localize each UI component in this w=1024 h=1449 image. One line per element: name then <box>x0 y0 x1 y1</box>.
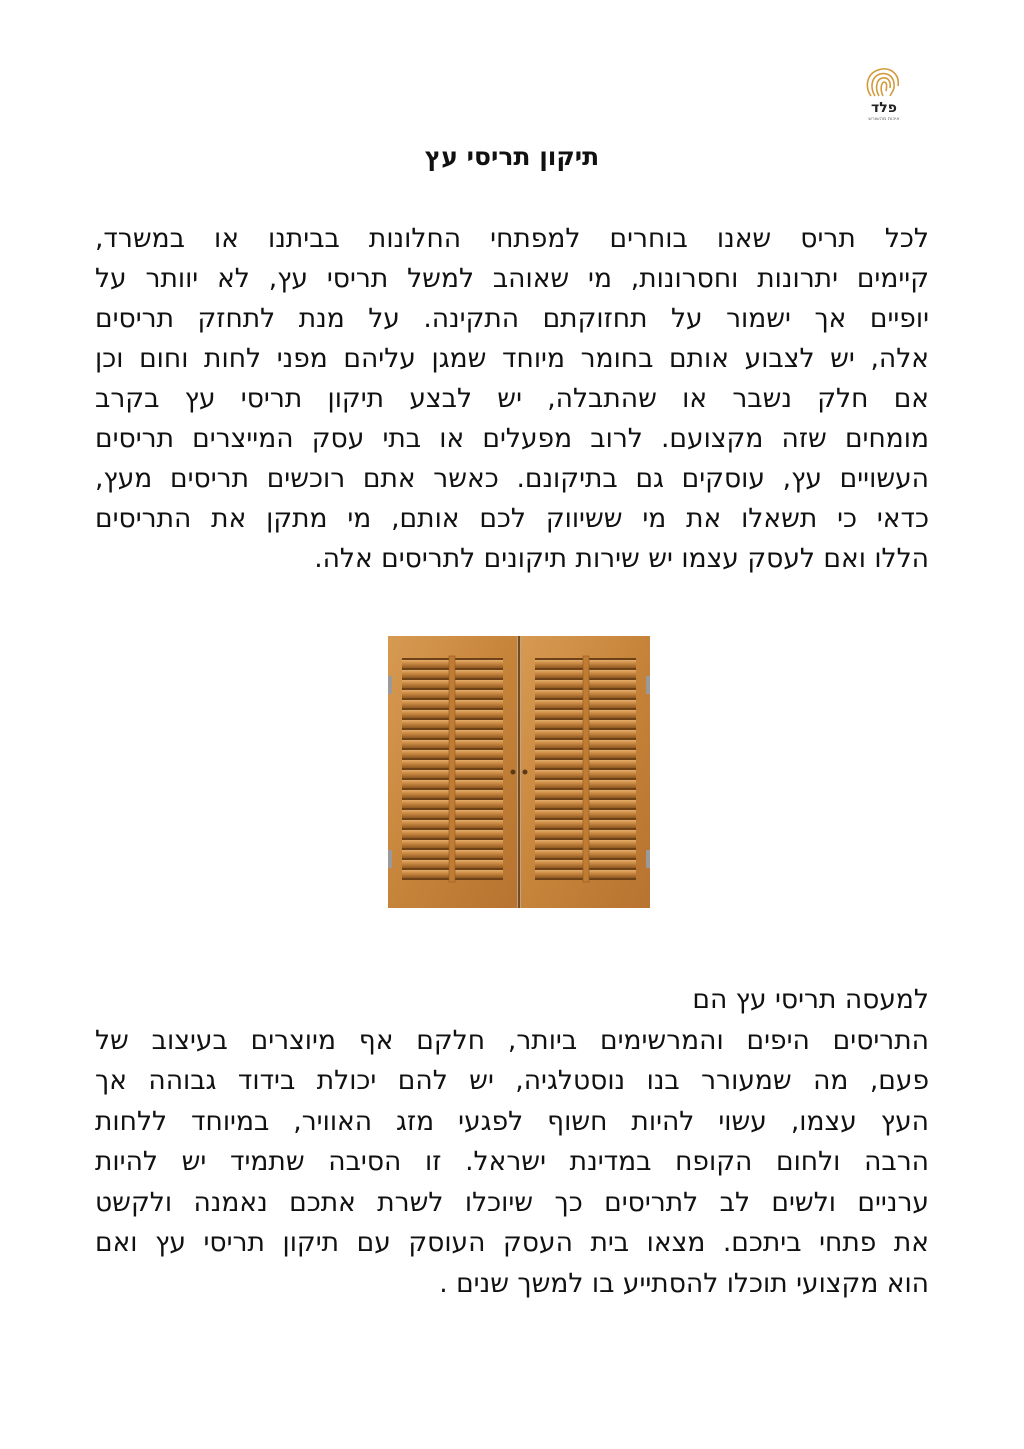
text-line: כדאי כי תשאלו את מי ששיווק לכם אותם, מי מתקן את התריסים <box>95 503 929 534</box>
logo-tagline: איכות מהשורש <box>868 116 900 122</box>
logo-brand-text: פלד <box>871 100 897 116</box>
text-line: ערניים ולשים לב לתריסים כך שיוכלו לשרת אתכם נאמנה ולקשט <box>95 1186 929 1218</box>
text-line: העשויים עץ, עוסקים גם בתיקונם. כאשר אתם רוכשים תריסים מעץ, <box>95 463 929 494</box>
text-line: התריסים היפים והמרשימים ביותר, חלקם אף מיוצרים בעיצוב של <box>95 1024 929 1056</box>
text-line: אם חלק נשבר או שהתבלה, יש לבצע תיקון תריסי עץ בקרב <box>95 383 929 414</box>
hinge <box>646 850 650 868</box>
page-title: תיקון תריסי עץ <box>424 142 600 171</box>
hinge <box>388 850 392 868</box>
right-tilt-rod <box>583 656 589 882</box>
text-line: הרבה ולחום הקופח במדינת ישראל. זו הסיבה שתמיד יש להיות <box>95 1146 929 1177</box>
hinge <box>646 676 650 694</box>
intro-paragraph <box>95 219 929 579</box>
text-line: לכל תריס שאנו בוחרים למפתחי החלונות בביתנו או במשרד, <box>95 223 929 254</box>
text-line: קיימים יתרונות וחסרונות, מי שאוהב למשל תריסי עץ, לא יוותר על <box>95 263 929 294</box>
text-line: אלה, יש לצבוע אותם בחומר מיוחד שמגן עליהם מפני לחות וחום וכן <box>95 343 929 374</box>
text-line: מומחים שזה מקצועם. לרוב מפעלים או בתי עסק המייצרים תריסים <box>95 423 929 454</box>
hinge <box>388 676 392 694</box>
left-tilt-rod <box>449 656 455 882</box>
right-knob <box>523 770 528 775</box>
text-line: למעסה תריסי עץ הם <box>692 984 929 1015</box>
text-line: העץ עצמו, עשוי להיות חשוף לפגעי מזג האוויר, במיוחד ללחות <box>95 1105 929 1137</box>
text-line: את פתחי ביתכם. מצאו בית העסק העוסק עם תיקון תריסי עץ ואם <box>95 1227 929 1258</box>
text-line: פעם, מה שמעורר בנו נוסטלגיה, יש להם יכולת בידוד גבוהה אך <box>95 1065 929 1096</box>
brand-logo <box>856 62 912 124</box>
wood-shutter-image <box>388 636 650 908</box>
second-paragraph <box>95 980 929 1304</box>
fingerprint-icon <box>856 62 912 102</box>
left-knob <box>511 770 516 775</box>
shutter-illustration <box>388 636 650 908</box>
text-line: יופיים אך ישמור על תחזוקתם התקינה. על מנת לתחזק תריסים <box>95 303 929 334</box>
text-line: הוא מקצועי תוכלו להסתייע בו למשך שנים . <box>439 1267 929 1299</box>
text-line: הללו ואם לעסק עצמו יש שירות תיקונים לתריסים אלה. <box>314 543 929 574</box>
